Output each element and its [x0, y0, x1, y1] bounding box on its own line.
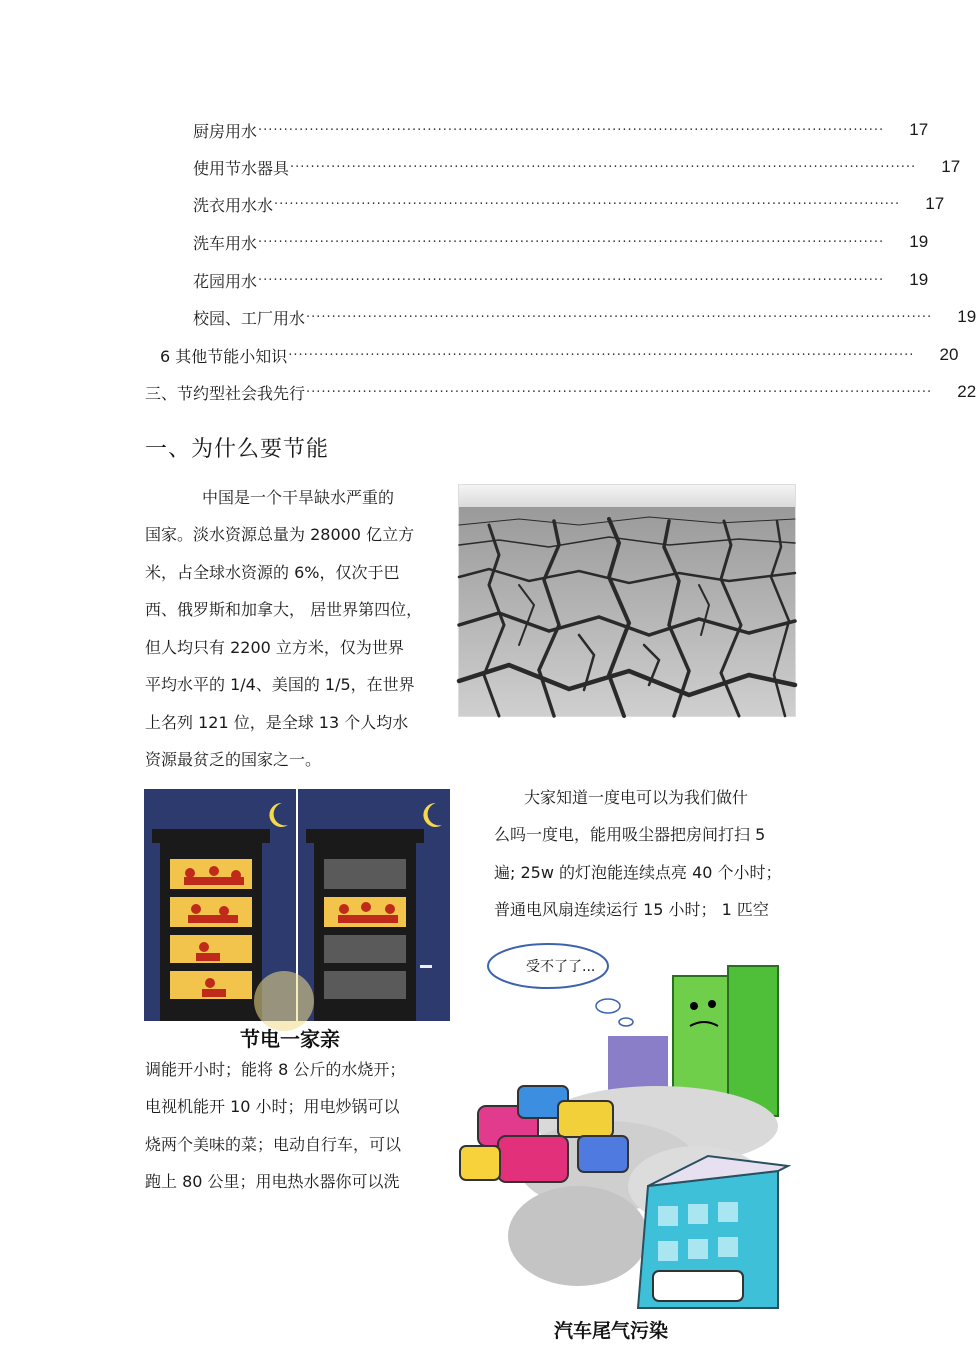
- figure-caption: 节电一家亲: [240, 1027, 340, 1051]
- toc-leader: ··························································································································: [258, 272, 885, 288]
- toc-entry[interactable]: [160, 343, 959, 367]
- text-line: 遍; 25w 的灯泡能连续点亮 40 个小时；: [494, 863, 782, 882]
- toc-entry-page: 17: [925, 194, 945, 213]
- toc-entry-page: 19: [957, 307, 976, 326]
- text-line: 但人均只有 2200 立方米，仅为世界: [145, 638, 404, 657]
- toc-entry-label: 洗车用水: [193, 233, 258, 253]
- toc-entry-page: 17: [909, 120, 929, 139]
- toc-entry-page: 19: [909, 270, 929, 289]
- toc-entry[interactable]: [193, 305, 976, 329]
- text-line: 资源最贫乏的国家之一。: [145, 750, 322, 769]
- toc-entry-label: 使用节水器具: [193, 158, 290, 178]
- text-line: 普通电风扇连续运行 15 小时； 1 匹空: [494, 900, 769, 919]
- cracked-earth-photo: [458, 484, 796, 717]
- text-line: 上名列 121 位，是全球 13 个人均水: [145, 713, 409, 732]
- toc-entry-label: 厨房用水: [193, 121, 258, 141]
- text-line: 跑上 80 公里；用电热水器你可以洗: [145, 1172, 400, 1191]
- toc-leader: ··························································································································: [258, 234, 885, 250]
- toc-leader: ··························································································································: [306, 384, 933, 400]
- text-line: 大家知道一度电可以为我们做什: [524, 788, 749, 807]
- cracked-earth-icon: [459, 485, 795, 716]
- toc-entry[interactable]: [193, 192, 945, 216]
- section-heading: 一、为什么要节能: [145, 437, 330, 462]
- toc-entry-page: 19: [909, 232, 929, 251]
- toc-leader: ··························································································································: [306, 309, 933, 325]
- text-line: 平均水平的 1/4、美国的 1/5，在世界: [145, 675, 415, 694]
- toc-entry-label: 校园、工厂用水: [193, 308, 306, 328]
- toc-entry-label: 洗衣用水水: [193, 195, 274, 215]
- toc-entry[interactable]: [193, 118, 929, 142]
- text-line: 米，占全球水资源的 6%，仅次于巴: [145, 563, 400, 582]
- car-pollution-illustration: [458, 936, 794, 1345]
- toc-entry-label: 三、节约型社会我先行: [145, 383, 306, 403]
- toc-entry-label: 花园用水: [193, 271, 258, 291]
- toc-entry-label: 6 其他节能小知识: [160, 346, 288, 366]
- toc-entry-page: 17: [941, 157, 961, 176]
- text-line: 中国是一个干旱缺水严重的: [202, 488, 395, 507]
- toc-leader: ··························································································································: [288, 347, 915, 363]
- text-line: 烧两个美味的菜；电动自行车，可以: [145, 1135, 402, 1154]
- text-line: 调能开小时；能将 8 公斤的水烧开；: [145, 1060, 406, 1079]
- toc-entry[interactable]: [193, 230, 929, 254]
- speech-bubble-text: 受不了了...: [526, 959, 596, 975]
- figure-caption: 汽车尾气污染: [554, 1320, 669, 1342]
- text-line: 西、俄罗斯和加拿大， 居世界第四位，: [145, 600, 423, 619]
- text-line: 电视机能开 10 小时；用电炒锅可以: [145, 1097, 400, 1116]
- text-line: 国家。淡水资源总量为 28000 亿立方: [145, 525, 415, 544]
- toc-leader: ··························································································································: [290, 159, 917, 175]
- traffic-smog-icon: [458, 936, 794, 1308]
- toc-entry-page: 22: [957, 382, 976, 401]
- toc-entry[interactable]: [193, 268, 929, 292]
- toc-entry[interactable]: [145, 380, 976, 404]
- toc-entry[interactable]: [193, 155, 961, 179]
- toc-leader: ··························································································································: [274, 196, 901, 212]
- text-line: 么吗一度电，能用吸尘器把房间打扫 5: [494, 825, 766, 844]
- toc-entry-page: 20: [939, 345, 959, 364]
- toc-leader: ··························································································································: [258, 122, 885, 138]
- buildings-icon: [144, 789, 450, 1021]
- save-power-illustration: [144, 789, 450, 1051]
